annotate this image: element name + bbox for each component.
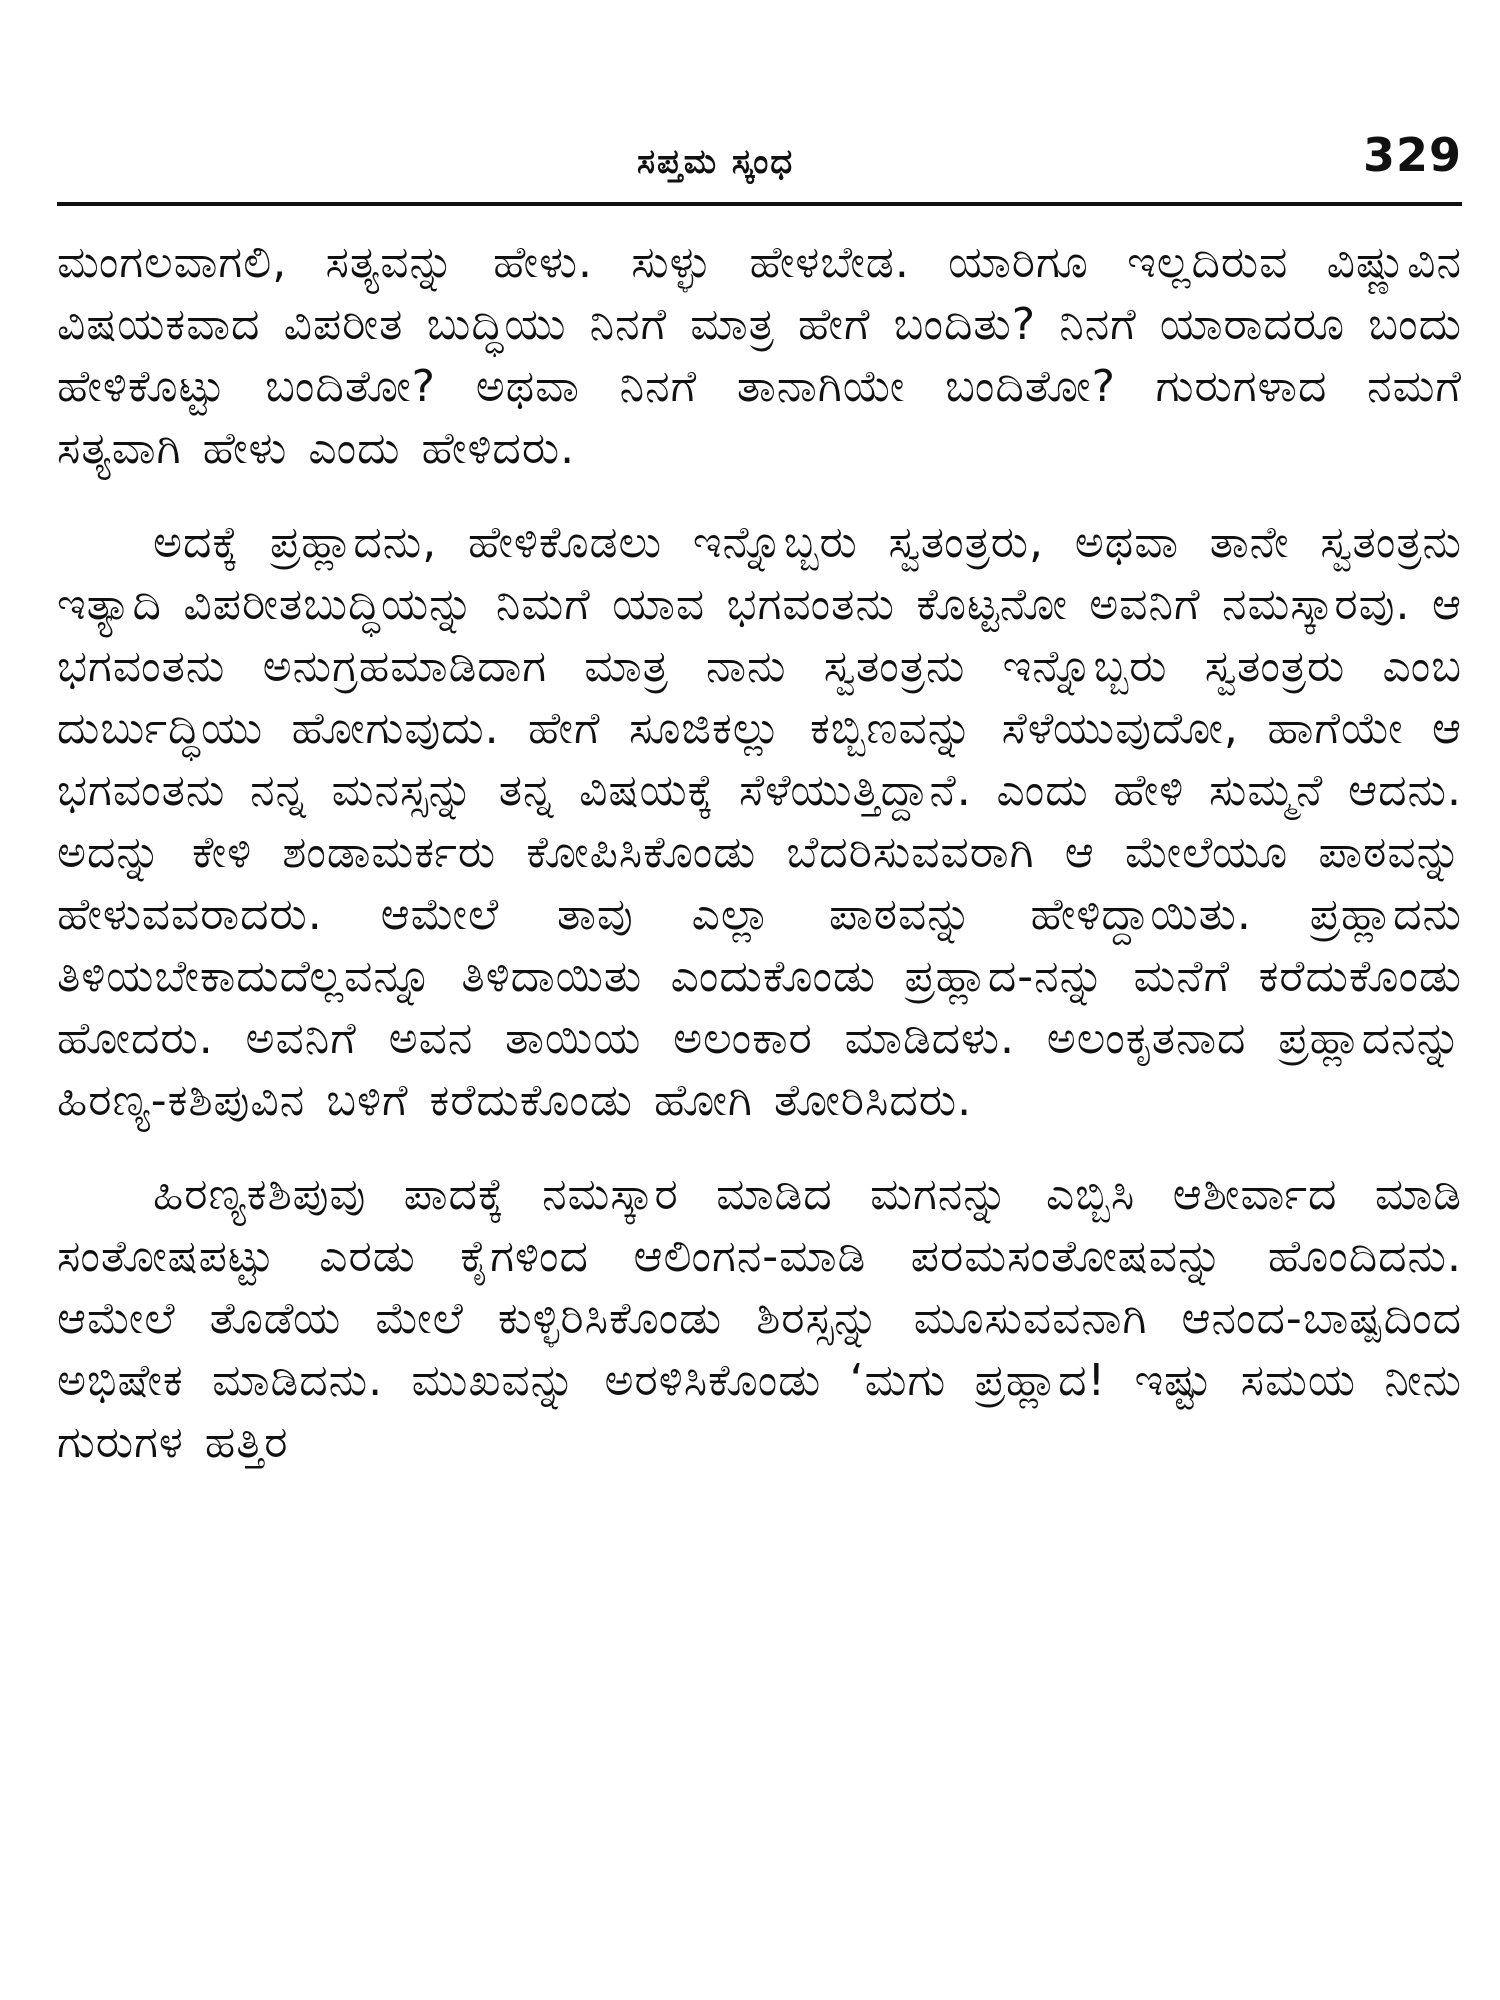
page-number: 329	[1362, 128, 1462, 182]
running-header	[57, 128, 1462, 198]
header-rule	[57, 202, 1462, 206]
paragraph-3: ಹಿರಣ್ಯಕಶಿಪುವು ಪಾದಕ್ಕೆ ನಮಸ್ಕಾರ ಮಾಡಿದ ಮಗನನ್ನು ಎಬ್ಬಿಸಿ ಆಶೀರ್ವಾದ ಮಾಡಿ ಸಂತೋಷಪಟ್ಟು ಎರಡು ಕೈಗಳಿಂದ ಆಲಿಂಗನ-ಮಾಡಿ ಪರಮಸಂತೋಷವನ್ನು ಹೊಂದಿದನು. ಆಮೇಲೆ ತೊಡೆಯ ಮೇಲೆ ಕುಳ್ಳಿರಿಸಿಕೊಂಡು ಶಿರಸ್ಸನ್ನು ಮೂಸುವವನಾಗಿ ಆನಂದ-ಬಾಷ್ಪದಿಂದ ಅಭಿಷೇಕ ಮಾಡಿದನು. ಮುಖವನ್ನು ಅರಳಿಸಿಕೊಂಡು ‘ಮಗು ಪ್ರಹ್ಲಾದ! ಇಷ್ಟು ಸಮಯ ನೀನು ಗುರುಗಳ ಹತ್ತಿರ	[57, 1169, 1462, 1468]
body-text	[57, 232, 1462, 1506]
chapter-title: ಸಪ್ತಮ ಸ್ಕಂಧ	[637, 142, 795, 182]
paragraph-2: ಅದಕ್ಕೆ ಪ್ರಹ್ಲಾದನು, ಹೇಳಿಕೊಡಲು ಇನ್ನೊಬ್ಬರು ಸ್ವತಂತ್ರರು, ಅಥವಾ ತಾನೇ ಸ್ವತಂತ್ರನು ಇತ್ಯಾದಿ ವಿಪರೀತಬುದ್ಧಿಯನ್ನು ನಿಮಗೆ ಯಾವ ಭಗವಂತನು ಕೊಟ್ಟನೋ ಅವನಿಗೆ ನಮಸ್ಕಾರವು. ಆ ಭಗವಂತನು ಅನುಗ್ರಹಮಾಡಿದಾಗ ಮಾತ್ರ ನಾನು ಸ್ವತಂತ್ರನು ಇನ್ನೊಬ್ಬರು ಸ್ವತಂತ್ರರು ಎಂಬ ದುರ್ಬುದ್ಧಿಯು ಹೋಗುವುದು. ಹೇಗೆ ಸೂಜಿಕಲ್ಲು ಕಬ್ಬಿಣವನ್ನು ಸೆಳೆಯುವುದೋ, ಹಾಗೆಯೇ ಆ ಭಗವಂತನು ನನ್ನ ಮನಸ್ಸನ್ನು ತನ್ನ ವಿಷಯಕ್ಕೆ ಸೆಳೆಯುತ್ತಿದ್ದಾನೆ. ಎಂದು ಹೇಳಿ ಸುಮ್ಮನೆ ಆದನು. ಅದನ್ನು ಕೇಳಿ ಶಂಡಾಮರ್ಕರು ಕೋಪಿಸಿಕೊಂಡು ಬೆದರಿಸುವವರಾಗಿ ಆ ಮೇಲೆಯೂ ಪಾಠವನ್ನು ಹೇಳುವವರಾದರು. ಆಮೇಲೆ ತಾವು ಎಲ್ಲಾ ಪಾಠವನ್ನು ಹೇಳಿದ್ದಾಯಿತು. ಪ್ರಹ್ಲಾದನು ತಿಳಿಯಬೇಕಾದುದೆಲ್ಲವನ್ನೂ ತಿಳಿದಾಯಿತು ಎಂದುಕೊಂಡು ಪ್ರಹ್ಲಾದ-ನನ್ನು ಮನೆಗೆ ಕರೆದುಕೊಂಡು ಹೋದರು. ಅವನಿಗೆ ಅವನ ತಾಯಿಯ ಅಲಂಕಾರ ಮಾಡಿದಳು. ಅಲಂಕೃತನಾದ ಪ್ರಹ್ಲಾದನನ್ನು ಹಿರಣ್ಯ-ಕಶಿಪುವಿನ ಬಳಿಗೆ ಕರೆದುಕೊಂಡು ಹೋಗಿ ತೋರಿಸಿದರು.	[57, 517, 1462, 1126]
paragraph-1: ಮಂಗಲವಾಗಲಿ, ಸತ್ಯವನ್ನು ಹೇಳು. ಸುಳ್ಳು ಹೇಳಬೇಡ. ಯಾರಿಗೂ ಇಲ್ಲದಿರುವ ವಿಷ್ಣುವಿನ ವಿಷಯಕವಾದ ವಿಪರೀತ ಬುದ್ಧಿಯು ನಿನಗೆ ಮಾತ್ರ ಹೇಗೆ ಬಂದಿತು? ನಿನಗೆ ಯಾರಾದರೂ ಬಂದು ಹೇಳಿಕೊಟ್ಟು ಬಂದಿತೋ? ಅಥವಾ ನಿನಗೆ ತಾನಾಗಿಯೇ ಬಂದಿತೋ? ಗುರುಗಳಾದ ನಮಗೆ ಸತ್ಯವಾಗಿ ಹೇಳು ಎಂದು ಹೇಳಿದರು.	[57, 237, 1462, 474]
